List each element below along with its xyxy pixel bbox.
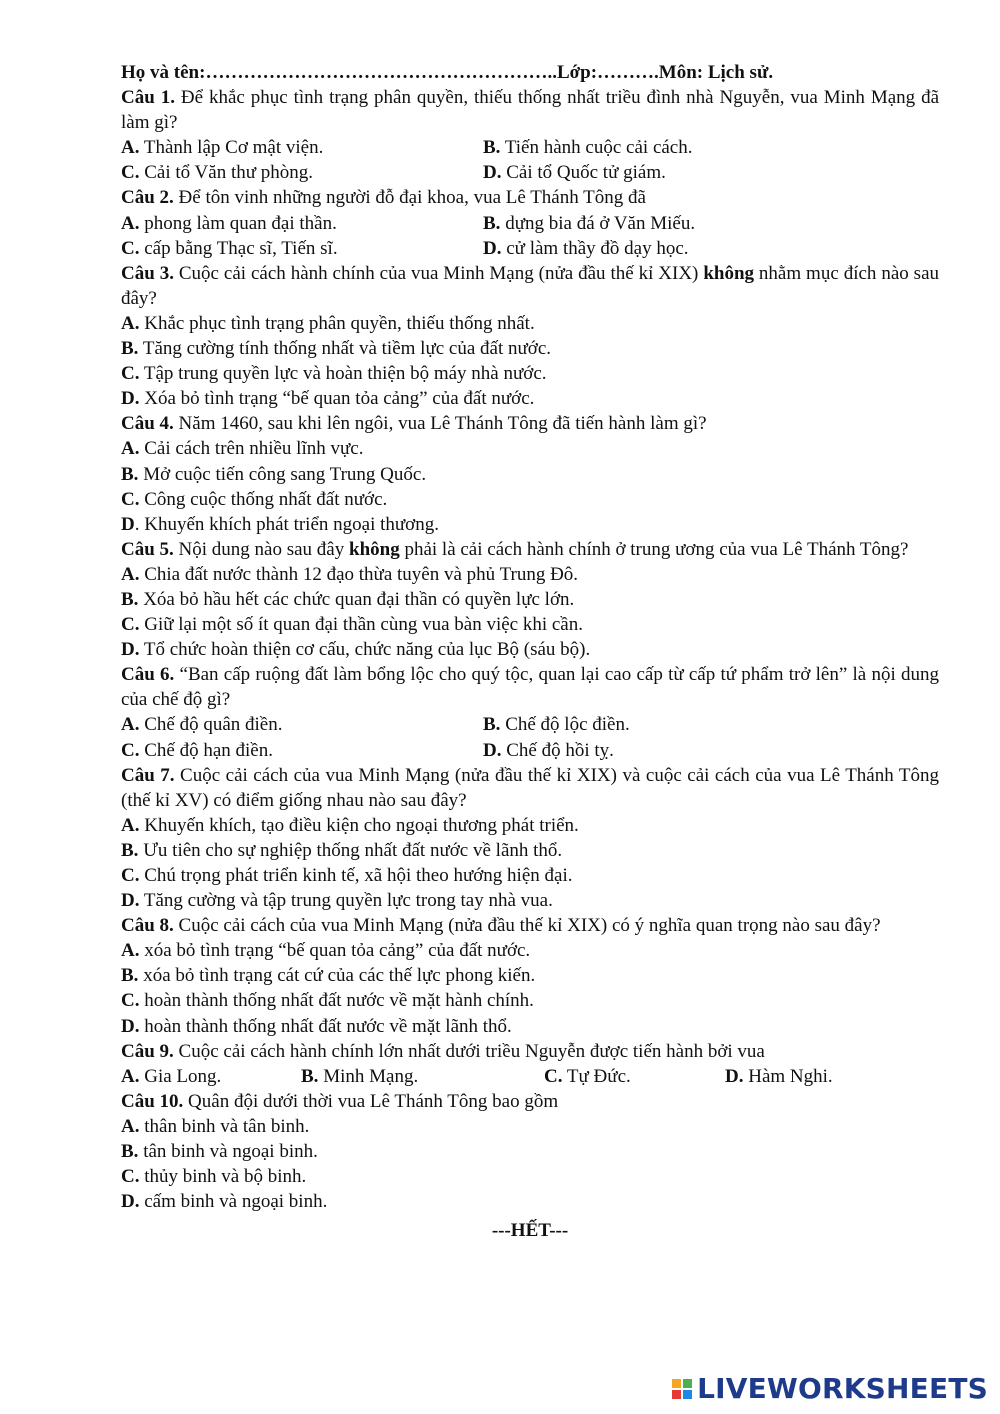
option-d[interactable]: D. cấm binh và ngoại binh. <box>121 1191 328 1213</box>
question-number: Câu 6. <box>121 664 175 686</box>
options-row <box>121 712 939 737</box>
question-number: Câu 1. <box>121 87 175 109</box>
name-field[interactable]: ……………………………………………….. <box>205 62 557 83</box>
option-d[interactable]: D. hoàn thành thống nhất đất nước về mặt lãnh thổ. <box>121 1015 512 1037</box>
option-d[interactable]: D. Xóa bỏ tình trạng “bế quan tỏa cảng” của đất nước. <box>121 388 535 410</box>
option-b[interactable]: B. Mở cuộc tiến công sang Trung Quốc. <box>121 463 427 485</box>
watermark-text: LIVEWORKSHEETS <box>697 1372 988 1405</box>
option-a[interactable]: A. phong làm quan đại thần. <box>121 212 337 234</box>
question-text: Năm 1460, sau khi lên ngôi, vua Lê Thánh Tông đã tiến hành làm gì? <box>173 413 707 435</box>
option-a[interactable]: A. Chia đất nước thành 12 đạo thừa tuyên và phủ Trung Đô. <box>121 563 579 585</box>
option-c[interactable]: C. Giữ lại một số ít quan đại thần cùng vua bàn việc khi cần. <box>121 614 583 636</box>
subject-label: Môn: Lịch sử. <box>658 62 774 83</box>
question-text: Để tôn vinh những người đỗ đại khoa, vua Lê Thánh Tông đã <box>173 187 646 209</box>
option-c[interactable]: C. cấp bằng Thạc sĩ, Tiến sĩ. <box>121 237 338 259</box>
question-number: Câu 3. <box>121 262 174 284</box>
option-c[interactable]: C. Công cuộc thống nhất đất nước. <box>121 488 388 510</box>
question-number: Câu 9. <box>121 1040 174 1062</box>
option-b[interactable]: B. dựng bia đá ở Văn Miếu. <box>483 212 696 234</box>
options-row <box>121 236 939 261</box>
class-label: Lớp: <box>556 62 598 83</box>
question-6-stem <box>121 662 939 712</box>
worksheet <box>121 60 939 1243</box>
student-info-header <box>121 60 939 85</box>
options-row <box>121 135 939 160</box>
question-8-stem <box>121 913 939 938</box>
option-c[interactable]: C. Tập trung quyền lực và hoàn thiện bộ máy nhà nước. <box>121 363 547 385</box>
option-d[interactable]: D. Cải tổ Quốc tử giám. <box>483 162 666 184</box>
option-c[interactable]: C. Chú trọng phát triển kinh tế, xã hội theo hướng hiện đại. <box>121 865 573 886</box>
liveworksheets-watermark <box>671 1372 988 1405</box>
negation-keyword: không <box>349 538 400 560</box>
option-b[interactable]: B. Minh Mạng. <box>301 1065 419 1087</box>
option-a[interactable]: A. thân binh và tân binh. <box>121 1115 310 1137</box>
option-d[interactable]: D. Tăng cường và tập trung quyền lực trong tay nhà vua. <box>121 890 553 912</box>
option-a[interactable]: A. Cải cách trên nhiều lĩnh vực. <box>121 438 364 460</box>
question-text: Cuộc cải cách hành chính của vua Minh Mạng (nửa đầu thế kỉ XIX) <box>173 262 704 284</box>
option-a[interactable]: A. Chế độ quân điền. <box>121 714 283 736</box>
option-b[interactable]: B. Tăng cường tính thống nhất và tiềm lực của đất nước. <box>121 338 552 360</box>
option-b[interactable]: B. xóa bỏ tình trạng cát cứ của các thế lực phong kiến. <box>121 965 536 987</box>
question-text: Cuộc cải cách hành chính lớn nhất dưới triều Nguyễn được tiến hành bởi vua <box>173 1040 765 1062</box>
question-number: Câu 7. <box>121 764 175 786</box>
option-b[interactable]: B. Tiến hành cuộc cải cách. <box>483 137 693 159</box>
question-3-stem <box>121 261 939 311</box>
option-c[interactable]: C. Tự Đức. <box>544 1065 631 1087</box>
option-d[interactable]: D. cử làm thầy đồ dạy học. <box>483 237 689 259</box>
class-field[interactable]: ………. <box>597 62 659 83</box>
question-text-cont: nhằm mục đích nào sau đây? <box>121 262 939 309</box>
question-text-cont: phải là cải cách hành chính ở trung ương của vua Lê Thánh Tông? <box>399 538 909 560</box>
question-4-stem <box>121 411 939 436</box>
option-b[interactable]: B. Xóa bỏ hầu hết các chức quan đại thần có quyền lực lớn. <box>121 588 575 610</box>
option-b[interactable]: B. tân binh và ngoại binh. <box>121 1141 318 1163</box>
options-row <box>121 1064 939 1089</box>
question-number: Câu 4. <box>121 413 174 435</box>
option-d[interactable]: D. Tổ chức hoàn thiện cơ cấu, chức năng của lục Bộ (sáu bộ). <box>121 639 591 661</box>
question-text: Quân đội dưới thời vua Lê Thánh Tông bao gồm <box>183 1090 559 1112</box>
question-7-stem <box>121 763 939 813</box>
option-b[interactable]: B. Chế độ lộc điền. <box>483 714 630 736</box>
negation-keyword: không <box>703 262 755 284</box>
question-text: “Ban cấp ruộng đất làm bổng lộc cho quý tộc, quan lại cao cấp từ cấp tứ phẩm trở lên” là nội dung của chế độ gì? <box>121 664 939 711</box>
question-text: Để khắc phục tình trạng phân quyền, thiếu thống nhất triều đình nhà Nguyễn, vua Minh Mạng đã làm gì? <box>121 87 939 134</box>
question-text: Nội dung nào sau đây <box>173 538 349 560</box>
name-label: Họ và tên: <box>121 62 206 83</box>
question-2-stem <box>121 185 939 210</box>
option-c[interactable]: C. thủy binh và bộ binh. <box>121 1166 307 1188</box>
options-row <box>121 211 939 236</box>
question-number: Câu 5. <box>121 538 174 560</box>
option-d[interactable]: D. Hàm Nghi. <box>725 1065 833 1087</box>
option-c[interactable]: C. Cải tổ Văn thư phòng. <box>121 162 314 184</box>
question-1-stem <box>121 85 939 135</box>
option-a[interactable]: A. Thành lập Cơ mật viện. <box>121 137 324 159</box>
option-a[interactable]: A. Khuyến khích, tạo điều kiện cho ngoại thương phát triển. <box>121 814 579 836</box>
options-row <box>121 160 939 185</box>
end-marker: ---HẾT--- <box>491 1220 569 1242</box>
question-number: Câu 2. <box>121 187 174 209</box>
option-a[interactable]: A. Khắc phục tình trạng phân quyền, thiếu thống nhất. <box>121 312 535 334</box>
question-number: Câu 8. <box>121 915 174 937</box>
options-row <box>121 738 939 763</box>
option-c[interactable]: C. Chế độ hạn điền. <box>121 739 273 761</box>
question-number: Câu 10. <box>121 1090 184 1112</box>
option-a[interactable]: A. xóa bỏ tình trạng “bế quan tỏa cảng” của đất nước. <box>121 940 531 962</box>
question-text: Cuộc cải cách của vua Minh Mạng (nửa đầu thế kỉ XIX) có ý nghĩa quan trọng nào sau đây? <box>173 915 881 937</box>
question-9-stem <box>121 1039 939 1064</box>
option-d[interactable]: D. Chế độ hồi tỵ. <box>483 739 614 761</box>
liveworksheets-logo-icon <box>671 1378 693 1400</box>
option-b[interactable]: B. Ưu tiên cho sự nghiệp thống nhất đất nước về lãnh thổ. <box>121 839 563 861</box>
option-c[interactable]: C. hoàn thành thống nhất đất nước về mặt hành chính. <box>121 990 534 1012</box>
question-10-stem <box>121 1089 939 1114</box>
question-text: Cuộc cải cách của vua Minh Mạng (nửa đầu thế kỉ XIX) và cuộc cải cách của vua Lê Thánh Tông (thế kỉ XV) có điểm giống nhau nào sau đây? <box>121 764 940 811</box>
option-d[interactable]: D. Khuyến khích phát triển ngoại thương. <box>121 513 439 535</box>
option-a[interactable]: A. Gia Long. <box>121 1065 222 1087</box>
question-5-stem <box>121 537 939 562</box>
